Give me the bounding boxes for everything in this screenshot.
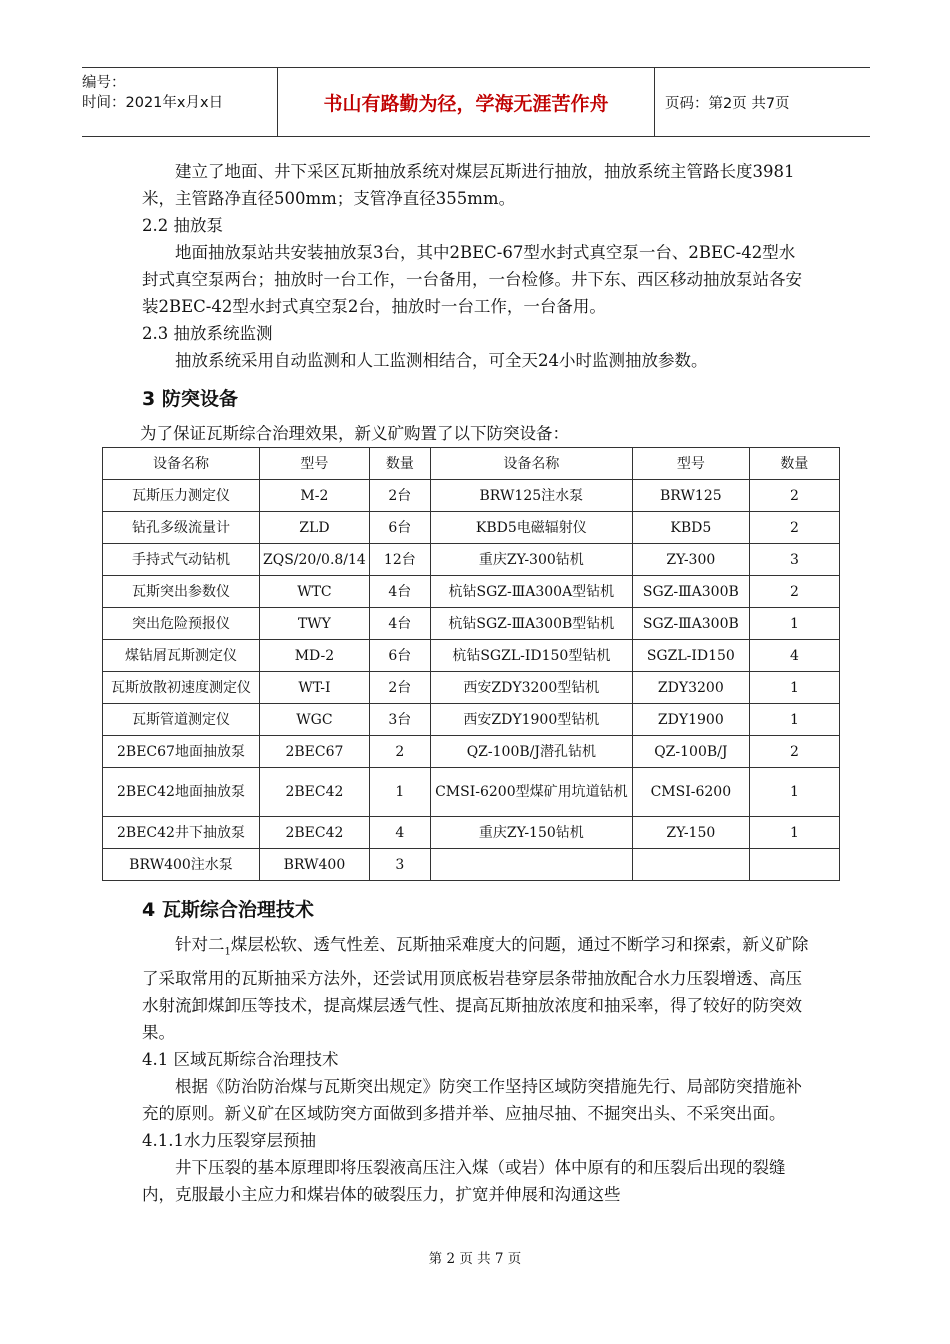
table-cell: ZQS/20/0.8/14: [260, 544, 370, 576]
paragraph-equipment-intro: 为了保证瓦斯综合治理效果，新义矿购置了以下防突设备：: [140, 424, 569, 443]
subheading-2-3: 2.3 抽放系统监测: [142, 324, 273, 343]
paragraph-pumps: 地面抽放泵站共安装抽放泵3台，其中2BEC-67型水封式真空泵一台、2BEC-42型水封式真空泵两台；抽放时一台工作，一台备用，一台检修。井下东、西区移动抽放泵站各安装2BEC-42型水封式真空泵2台，抽放时一台工作，一台备用。: [142, 243, 802, 316]
table-cell: 瓦斯管道测定仪: [103, 704, 260, 736]
table-cell: 瓦斯突出参数仪: [103, 576, 260, 608]
table-row: [103, 768, 840, 817]
subheading-4-1-1: 4.1.1水力压裂穿层预抽: [142, 1131, 316, 1151]
table-row: [103, 640, 840, 672]
table-cell: [430, 849, 632, 881]
table-cell: 2BEC67: [260, 736, 370, 768]
header-motto: 书山有路勤为径，学海无涯苦作舟: [278, 68, 655, 136]
table-cell: ZDY3200: [632, 672, 749, 704]
subheading-2-2: 2.2 抽放泵: [142, 216, 223, 235]
table-row: [103, 480, 840, 512]
table-cell: 6台: [369, 640, 430, 672]
subheading-4-1: 4.1 区域瓦斯综合治理技术: [142, 1050, 339, 1070]
table-cell: 2: [749, 736, 839, 768]
table-cell: 西安ZDY3200型钻机: [430, 672, 632, 704]
equipment-table: [102, 447, 840, 881]
table-cell: CMSI-6200型煤矿用坑道钻机: [430, 768, 632, 817]
table-cell: BRW400注水泵: [103, 849, 260, 881]
table-cell: BRW125: [632, 480, 749, 512]
table-row: [103, 736, 840, 768]
header-meta: [82, 68, 278, 136]
table-cell: QZ-100B/J潜孔钻机: [430, 736, 632, 768]
table-cell: KBD5电磁辐射仪: [430, 512, 632, 544]
table-cell: 1: [749, 608, 839, 640]
table-cell: 2BEC67地面抽放泵: [103, 736, 260, 768]
table-cell: TWY: [260, 608, 370, 640]
doc-code-label: 编号：: [82, 75, 126, 91]
table-cell: 4: [369, 817, 430, 849]
table-cell: [749, 849, 839, 881]
table-cell: BRW400: [260, 849, 370, 881]
table-cell: KBD5: [632, 512, 749, 544]
table-cell: 2: [749, 576, 839, 608]
column-header: 数量: [369, 448, 430, 480]
table-cell: 4台: [369, 608, 430, 640]
table-cell: ZY-150: [632, 817, 749, 849]
table-cell: 杭钻SGZ-ⅢA300A型钻机: [430, 576, 632, 608]
page-footer: 第 2 页 共 7 页: [428, 1251, 522, 1267]
table-cell: SGZ-ⅢA300B: [632, 576, 749, 608]
page-header: [82, 67, 870, 137]
table-cell: 钻孔多级流量计: [103, 512, 260, 544]
table-header-row: [103, 448, 840, 480]
table-cell: 4台: [369, 576, 430, 608]
column-header: 型号: [632, 448, 749, 480]
table-cell: BRW125注水泵: [430, 480, 632, 512]
table-cell: 4: [749, 640, 839, 672]
table-cell: 重庆ZY-150钻机: [430, 817, 632, 849]
table-cell: 瓦斯压力测定仪: [103, 480, 260, 512]
table-cell: WTC: [260, 576, 370, 608]
section-heading-4: 4 瓦斯综合治理技术: [142, 899, 314, 921]
text-fragment: 煤层松软、透气性差、瓦斯抽采难度大的问题，通过不断学习和探索，新义矿除了采取常用的瓦斯抽采方法外，还尝试用顶底板岩巷穿层条带抽放配合水力压裂增透、高压水射流卸煤卸压等技术，提高煤层透气性、提高瓦斯抽放浓度和抽采率，得了较好的防突效果。: [142, 935, 809, 1043]
table-cell: 2BEC42: [260, 768, 370, 817]
document-body: [111, 158, 810, 1208]
column-header: 设备名称: [103, 448, 260, 480]
table-cell: 2BEC42井下抽放泵: [103, 817, 260, 849]
table-cell: 1: [749, 817, 839, 849]
table-cell: SGZ-ⅢA300B: [632, 608, 749, 640]
text-fragment: 针对二: [175, 935, 225, 954]
table-cell: 煤钻屑瓦斯测定仪: [103, 640, 260, 672]
table-cell: QZ-100B/J: [632, 736, 749, 768]
paragraph-fracturing: 井下压裂的基本原理即将压裂液高压注入煤（或岩）体中原有的和压裂后出现的裂缝内，克服最小主应力和煤岩体的破裂压力，扩宽并伸展和沟通这些: [142, 1158, 786, 1205]
table-cell: 1: [369, 768, 430, 817]
table-cell: CMSI-6200: [632, 768, 749, 817]
subscript: 1: [224, 946, 231, 958]
paragraph-monitoring: 抽放系统采用自动监测和人工监测相结合，可全天24小时监测抽放参数。: [175, 351, 708, 370]
table-row: [103, 544, 840, 576]
table-cell: 6台: [369, 512, 430, 544]
table-cell: WT-I: [260, 672, 370, 704]
table-cell: 2BEC42地面抽放泵: [103, 768, 260, 817]
table-row: [103, 849, 840, 881]
paragraph-coal-seam: [142, 931, 810, 1046]
table-cell: 杭钻SGZL-ID150型钻机: [430, 640, 632, 672]
paragraph-drainage-system: 建立了地面、井下采区瓦斯抽放系统对煤层瓦斯进行抽放，抽放系统主管路长度3981米，主管路净直径500mm；支管净直径355mm。: [142, 162, 795, 208]
table-cell: ZY-300: [632, 544, 749, 576]
table-cell: 3台: [369, 704, 430, 736]
table-cell: 2BEC42: [260, 817, 370, 849]
table-cell: M-2: [260, 480, 370, 512]
table-cell: ZDY1900: [632, 704, 749, 736]
table-cell: 杭钻SGZ-ⅢA300B型钻机: [430, 608, 632, 640]
table-cell: 3: [749, 544, 839, 576]
table-row: [103, 704, 840, 736]
table-cell: 2: [369, 736, 430, 768]
table-cell: 2: [749, 480, 839, 512]
table-cell: 1: [749, 768, 839, 817]
table-cell: 2台: [369, 672, 430, 704]
table-cell: ZLD: [260, 512, 370, 544]
table-cell: 2: [749, 512, 839, 544]
column-header: 型号: [260, 448, 370, 480]
table-cell: 突出危险预报仪: [103, 608, 260, 640]
table-cell: 3: [369, 849, 430, 881]
table-cell: 重庆ZY-300钻机: [430, 544, 632, 576]
header-page-number: 页码：第2页 共7页: [665, 95, 790, 112]
table-cell: 西安ZDY1900型钻机: [430, 704, 632, 736]
section-heading-3: 3 防突设备: [142, 388, 238, 410]
paragraph-regional-prevention: 根据《防治防治煤与瓦斯突出规定》防突工作坚持区域防突措施先行、局部防突措施补充的原则。新义矿在区域防突方面做到多措并举、应抽尽抽、不掘突出头、不采突出面。: [142, 1077, 802, 1124]
column-header: 数量: [749, 448, 839, 480]
table-cell: 12台: [369, 544, 430, 576]
doc-time-label: 时间：2021年x月x日: [82, 95, 224, 111]
column-header: 设备名称: [430, 448, 632, 480]
table-cell: 瓦斯放散初速度测定仪: [103, 672, 260, 704]
table-row: [103, 512, 840, 544]
table-row: [103, 576, 840, 608]
table-cell: MD-2: [260, 640, 370, 672]
table-cell: 手持式气动钻机: [103, 544, 260, 576]
table-cell: [632, 849, 749, 881]
table-row: [103, 608, 840, 640]
table-row: [103, 817, 840, 849]
table-cell: SGZL-ID150: [632, 640, 749, 672]
table-cell: 1: [749, 704, 839, 736]
table-cell: 2台: [369, 480, 430, 512]
table-row: [103, 672, 840, 704]
table-cell: WGC: [260, 704, 370, 736]
table-cell: 1: [749, 672, 839, 704]
